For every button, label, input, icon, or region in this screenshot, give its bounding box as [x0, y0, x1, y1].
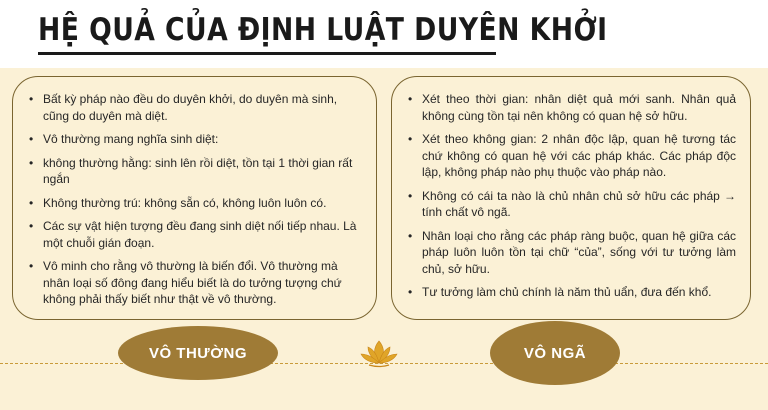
content-area — [0, 68, 768, 410]
list-item: • Xét theo không gian: 2 nhân độc lập, quan hệ tương tác chứ không có quan hệ với các pháp khác. Các pháp độc lập, không pháp nào phụ thuộc vào pháp nào. — [406, 131, 736, 181]
title-underline — [38, 52, 496, 55]
list-item: • không thường hằng: sinh lên rồi diệt, tồn tại 1 thời gian rất ngắn — [27, 155, 362, 188]
vo-nga-list — [406, 91, 736, 301]
list-item: • Vô minh cho rằng vô thường là biến đổi. Vô thường mà nhân loại số đông đang hiểu biết là do tưởng tượng chứ không phải thấy biết như thật về vô thường. — [27, 258, 362, 308]
list-item: • Tư tưởng làm chủ chính là năm thủ uẩn, đưa đến khổ. — [406, 284, 736, 301]
page-title: HỆ QUẢ CỦA ĐỊNH LUẬT DUYÊN KHỞI — [38, 12, 608, 48]
list-item: • Vô thường mang nghĩa sinh diệt: — [27, 131, 362, 148]
list-item: • Các sự vật hiện tượng đều đang sinh diệt nối tiếp nhau. Là một chuỗi gián đoạn. — [27, 218, 362, 251]
list-item: • Bất kỳ pháp nào đều do duyên khởi, do duyên mà sinh, cũng do duyên mà diệt. — [27, 91, 362, 124]
list-item: • Nhân loại cho rằng các pháp ràng buộc, quan hệ giữa các pháp luôn luôn tồn tại chữ “của”, sống với tư tưởng làm chủ, sở hữu. — [406, 228, 736, 278]
vo-thuong-label: VÔ THƯỜNG — [118, 326, 278, 380]
list-item: • Không thường trú: không sẵn có, không luôn luôn có. — [27, 195, 362, 212]
vo-thuong-card — [12, 76, 377, 320]
vo-nga-card — [391, 76, 751, 320]
list-item: • Xét theo thời gian: nhân diệt quả mới sanh. Nhân quả không cùng tồn tại nên không có quan hệ sở hữu. — [406, 91, 736, 124]
list-item: • Không có cái ta nào là chủ nhân chủ sở hữu các pháp → tính chất vô ngã. — [406, 188, 736, 221]
title-band — [0, 0, 768, 68]
vo-nga-label: VÔ NGÃ — [490, 321, 620, 385]
vo-thuong-list — [27, 91, 362, 308]
lotus-icon — [359, 338, 399, 368]
